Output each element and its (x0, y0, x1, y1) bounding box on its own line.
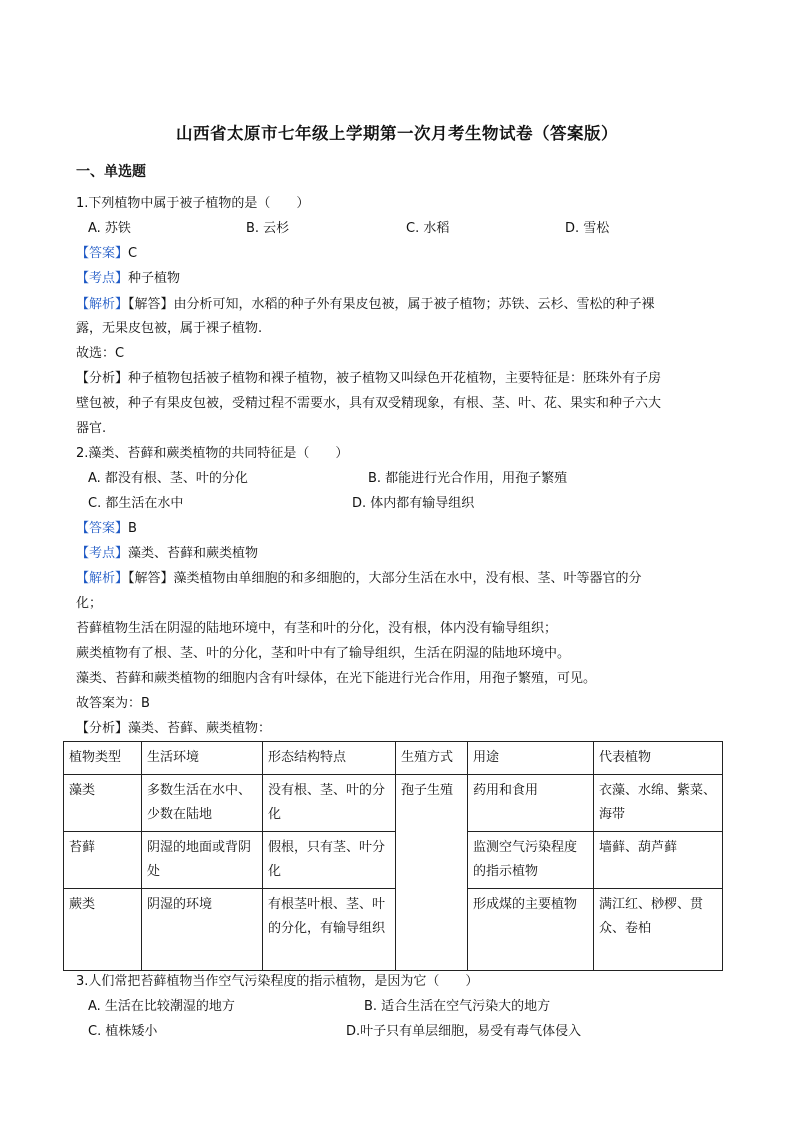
q2-analysis-line5: 藻类、苔藓和蕨类植物的细胞内含有叶绿体，在光下能进行光合作用，用孢子繁殖，可见。 (76, 671, 597, 686)
q2-option-d: D. 体内都有输导组织 (352, 496, 475, 511)
q3-option-b: B. 适合生活在空气污染大的地方 (364, 999, 551, 1014)
section-heading: 一、单选题 (76, 164, 146, 180)
table-cell-use: 监测空气污染程度的指示植物 (468, 832, 594, 889)
q1-option-b: B. 云杉 (246, 221, 290, 236)
question-1-stem: 1.下列植物中属于被子植物的是（ ） (76, 196, 310, 211)
q1-answer (76, 245, 137, 263)
q2-answer-value: B (128, 521, 137, 536)
table-cell-representative: 墙藓、葫芦藓 (594, 832, 723, 889)
table-row (64, 775, 723, 832)
q1-fenxi-text1: 种子植物包括被子植物和裸子植物，被子植物又叫绿色开花植物，主要特征是：胚珠外有子房 (128, 371, 662, 386)
table-cell-representative: 衣藻、水绵、紫菜、海带 (594, 775, 723, 832)
q1-point-value: 种子植物 (128, 271, 181, 286)
table-cell-type: 苔藓 (64, 832, 142, 889)
analysis-label: 【解析】 (76, 571, 129, 586)
table-row (64, 832, 723, 889)
table-cell-structure: 假根，只有茎、叶分化 (263, 832, 396, 889)
table-header-cell: 形态结构特点 (263, 742, 396, 775)
point-label: 【考点】 (76, 546, 129, 561)
q1-analysis-line1 (76, 296, 655, 314)
table-cell-env: 多数生活在水中、少数在陆地 (142, 775, 263, 832)
table-header-row (64, 742, 723, 775)
q2-option-c: C. 都生活在水中 (88, 496, 184, 511)
fenxi-label: 【分析】 (76, 371, 129, 386)
q2-option-b: B. 都能进行光合作用，用孢子繁殖 (368, 471, 568, 486)
q2-analysis-line2: 化； (76, 596, 103, 611)
q3-option-c: C. 植株矮小 (88, 1024, 158, 1039)
q2-result: 故答案为：B (76, 696, 150, 711)
q1-analysis-text1: 【解答】由分析可知，水稻的种子外有果皮包被，属于被子植物；苏铁、云杉、雪松的种子裸 (128, 297, 655, 312)
q2-answer (76, 520, 137, 538)
q1-analysis-line2: 露，无果皮包被，属于裸子植物. (76, 321, 263, 336)
q1-result: 故选：C (76, 346, 125, 361)
answer-label: 【答案】 (76, 521, 129, 536)
q2-analysis-line3: 苔藓植物生活在阴湿的陆地环境中，有茎和叶的分化，没有根，体内没有输导组织； (76, 621, 558, 636)
q2-analysis-text1: 【解答】藻类植物由单细胞的和多细胞的，大部分生活在水中，没有根、茎、叶等器官的分 (128, 571, 642, 586)
q1-option-c: C. 水稻 (406, 221, 450, 236)
table-cell-representative: 满江红、桫椤、贯众、卷柏 (594, 889, 723, 971)
table-header-cell: 用途 (468, 742, 594, 775)
table-row (64, 889, 723, 971)
table-cell-reproduction: 孢子生殖 (396, 775, 468, 971)
plant-comparison-table (63, 741, 723, 971)
table-cell-type: 藻类 (64, 775, 142, 832)
q3-option-d: D.叶子只有单层细胞，易受有毒气体侵入 (346, 1024, 582, 1039)
q2-fenxi (76, 720, 271, 738)
analysis-label: 【解析】 (76, 297, 129, 312)
q2-analysis-line4: 蕨类植物有了根、茎、叶的分化，茎和叶中有了输导组织，生活在阴湿的陆地环境中。 (76, 646, 571, 661)
table-cell-env: 阴湿的环境 (142, 889, 263, 971)
table-cell-type: 蕨类 (64, 889, 142, 971)
table-cell-env: 阴湿的地面或背阴处 (142, 832, 263, 889)
q2-point-value: 藻类、苔藓和蕨类植物 (128, 546, 259, 561)
q3-option-a: A. 生活在比较潮湿的地方 (88, 999, 235, 1014)
fenxi-label: 【分析】 (76, 721, 129, 736)
table-cell-use: 药用和食用 (468, 775, 594, 832)
q1-option-d: D. 雪松 (565, 221, 610, 236)
q2-fenxi-text: 藻类、苔藓、蕨类植物： (128, 721, 272, 736)
table-cell-use: 形成煤的主要植物 (468, 889, 594, 971)
q2-option-a: A. 都没有根、茎、叶的分化 (88, 471, 248, 486)
question-2-stem: 2.藻类、苔藓和蕨类植物的共同特征是（ ） (76, 446, 349, 461)
table-cell-structure: 有根茎叶根、茎、叶的分化，有输导组织 (263, 889, 396, 971)
table-header-cell: 生殖方式 (396, 742, 468, 775)
table-header-cell: 代表植物 (594, 742, 723, 775)
q1-option-a: A. 苏铁 (88, 221, 131, 236)
table-header-cell: 植物类型 (64, 742, 142, 775)
table-cell-structure: 没有根、茎、叶的分化 (263, 775, 396, 832)
q1-fenxi-line3: 器官. (76, 421, 107, 436)
question-3-stem: 3.人们常把苔藓植物当作空气污染程度的指示植物，是因为它（ ） (76, 974, 479, 989)
q1-fenxi-line1 (76, 370, 661, 388)
q2-point (76, 545, 258, 563)
page-title: 山西省太原市七年级上学期第一次月考生物试卷（答案版） (176, 124, 618, 143)
q1-point (76, 270, 180, 288)
point-label: 【考点】 (76, 271, 129, 286)
q2-analysis-line1 (76, 570, 642, 588)
q1-fenxi-line2: 壁包被，种子有果皮包被，受精过程不需要水，具有双受精现象，有根、茎、叶、花、果实和种子六大 (76, 396, 662, 411)
table-header-cell: 生活环境 (142, 742, 263, 775)
answer-label: 【答案】 (76, 246, 129, 261)
q1-answer-value: C (128, 246, 138, 261)
